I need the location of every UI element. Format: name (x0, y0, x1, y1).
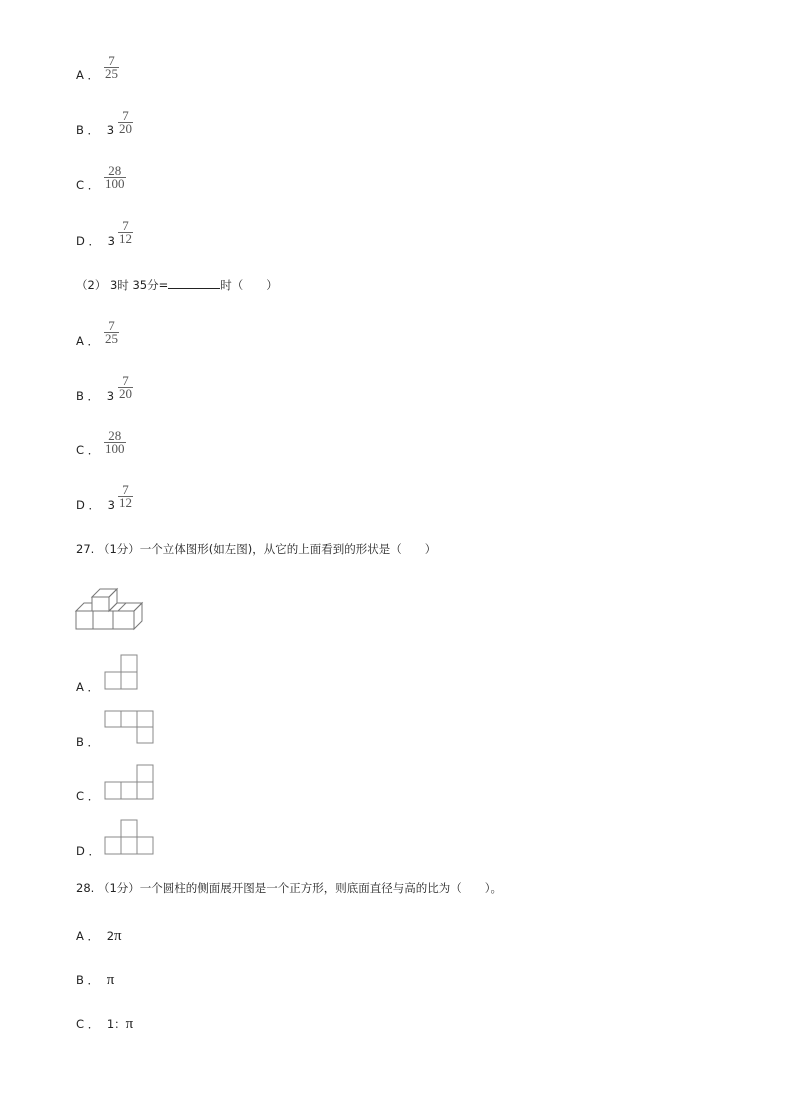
option-letter: B (76, 389, 84, 403)
option-separator: ． (87, 929, 100, 943)
option-letter: C (76, 443, 85, 457)
option-letter: C (76, 1017, 85, 1031)
prev-option-a[interactable] (76, 68, 99, 82)
q2-text-after: 时（ ） (220, 278, 278, 292)
mixed-whole: 3 (106, 389, 115, 403)
numerator: 7 (122, 482, 129, 497)
option-letter: A (76, 68, 84, 82)
option-letter: D (76, 844, 85, 858)
option-separator: ． (87, 443, 100, 457)
q27-solid-figure (75, 586, 143, 630)
solid-bottom-front (76, 611, 134, 629)
solid-right-side (134, 603, 142, 629)
denominator: 25 (105, 331, 118, 346)
mixed-whole: 3 (107, 498, 115, 512)
q2-option-d[interactable] (76, 498, 115, 512)
option-separator: ． (87, 123, 100, 137)
denominator: 20 (119, 386, 132, 401)
denominator: 12 (119, 495, 132, 510)
q2-option-a-fraction (104, 320, 119, 345)
numerator: 7 (108, 53, 115, 68)
option-letter: A (76, 680, 84, 694)
option-letter: B (76, 973, 84, 987)
prev-option-d[interactable] (76, 234, 115, 248)
option-value: 1： (106, 1017, 126, 1031)
pi-symbol: π (114, 928, 122, 944)
q27-option-a-figure (104, 654, 138, 690)
numerator: 28 (108, 428, 122, 443)
denominator: 100 (105, 176, 125, 191)
q2-option-c[interactable] (76, 443, 99, 457)
denominator: 25 (105, 66, 118, 81)
q27-option-c[interactable] (76, 789, 99, 803)
mixed-whole: 3 (106, 123, 115, 137)
option-separator: ． (87, 334, 100, 348)
solid-top-cube-front (92, 597, 109, 611)
option-separator: ． (87, 735, 100, 749)
numerator: 28 (108, 163, 122, 178)
q27-option-a[interactable] (76, 680, 99, 694)
option-separator: ． (87, 973, 100, 987)
numerator: 7 (108, 318, 115, 333)
option-separator: ． (87, 1017, 100, 1031)
option-separator: ． (87, 68, 100, 82)
pi-symbol: π (106, 972, 115, 988)
option-letter: B (76, 735, 84, 749)
q28-option-c[interactable] (76, 1017, 133, 1031)
option-separator: ． (88, 844, 101, 858)
q2-option-c-fraction (104, 430, 126, 455)
option-separator: ． (87, 789, 100, 803)
option-value: 2 (106, 929, 115, 943)
q2-text-before: 3时 35分= (109, 278, 169, 292)
q2-option-a[interactable] (76, 334, 99, 348)
prev-option-c-fraction (104, 165, 126, 190)
q2-option-d-fraction (118, 484, 133, 509)
q28-option-a[interactable] (76, 929, 122, 943)
q27-option-b[interactable] (76, 735, 99, 749)
solid-left-cube-top (76, 603, 92, 611)
option-letter: A (76, 334, 84, 348)
q28-stem: 28. （1分）一个圆柱的侧面展开图是一个正方形，则底面直径与高的比为（ ）。 (76, 881, 503, 895)
option-letter: C (76, 178, 85, 192)
q2-stem (76, 277, 278, 292)
option-letter: A (76, 929, 84, 943)
option-letter: D (76, 498, 85, 512)
prev-option-b-fraction (118, 110, 133, 135)
option-letter: D (76, 234, 85, 248)
pi-symbol: π (125, 1016, 134, 1032)
prev-option-b[interactable] (76, 123, 114, 137)
option-letter: C (76, 789, 85, 803)
numerator: 7 (122, 218, 129, 233)
q2-option-b[interactable] (76, 389, 114, 403)
q27-option-c-figure (104, 764, 154, 800)
answer-blank[interactable] (168, 277, 220, 289)
numerator: 7 (122, 108, 129, 123)
option-letter: B (76, 123, 84, 137)
option-separator: ． (88, 234, 101, 248)
q27-option-b-figure (104, 710, 154, 744)
prev-option-c[interactable] (76, 178, 99, 192)
option-separator: ． (87, 178, 100, 192)
prev-option-d-fraction (118, 220, 133, 245)
option-separator: ． (88, 498, 101, 512)
q27-option-d[interactable] (76, 844, 100, 858)
denominator: 12 (119, 231, 132, 246)
q2-number: （2） (76, 278, 107, 292)
denominator: 100 (105, 441, 125, 456)
prev-option-a-fraction (104, 55, 119, 80)
denominator: 20 (119, 121, 132, 136)
q2-option-b-fraction (118, 375, 133, 400)
q28-option-b[interactable] (76, 973, 114, 987)
numerator: 7 (122, 373, 129, 388)
option-separator: ． (87, 680, 100, 694)
mixed-whole: 3 (107, 234, 115, 248)
q27-stem: 27. （1分）一个立体图形(如左图)，从它的上面看到的形状是（ ） (76, 542, 437, 556)
option-separator: ． (87, 389, 100, 403)
q27-option-d-figure (104, 819, 154, 855)
